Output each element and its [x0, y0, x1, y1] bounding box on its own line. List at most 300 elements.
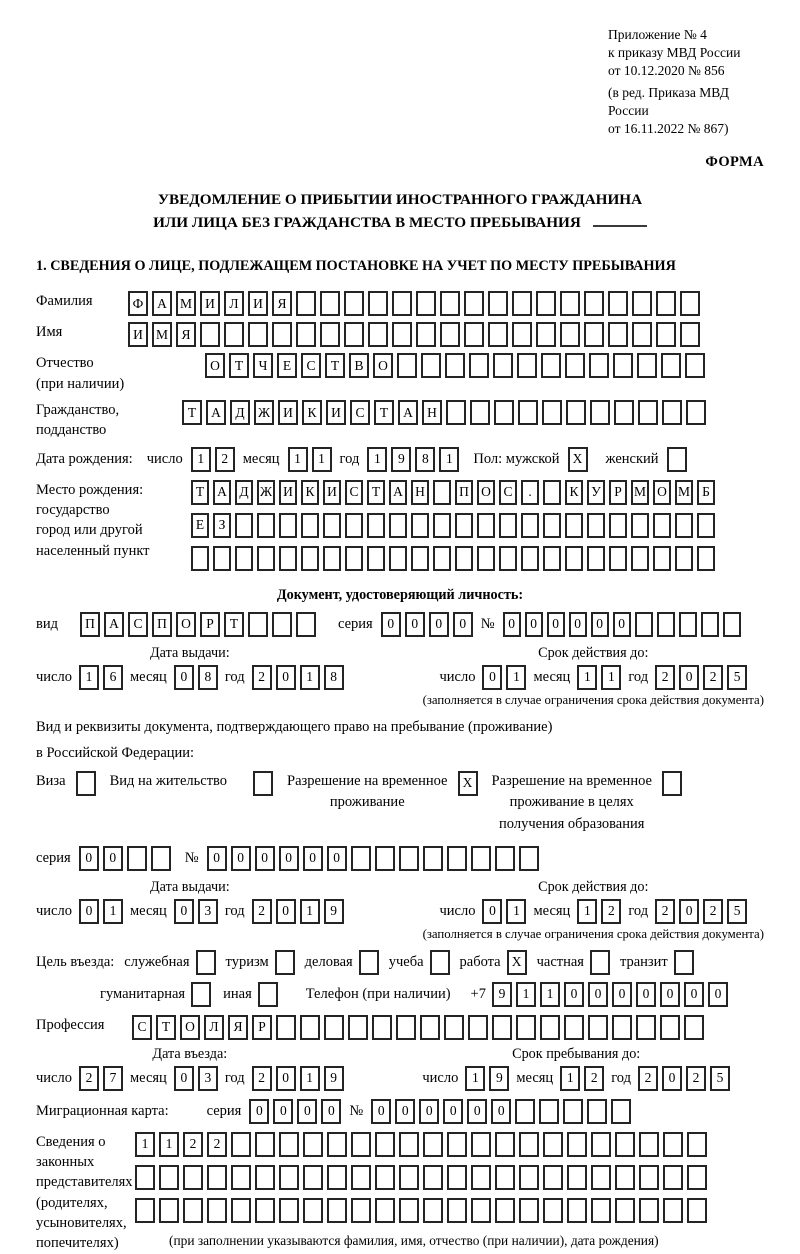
- cell[interactable]: [697, 546, 715, 571]
- cell[interactable]: К: [301, 480, 319, 505]
- cell[interactable]: [687, 1132, 707, 1157]
- cell[interactable]: И: [278, 400, 298, 425]
- cell[interactable]: [445, 353, 465, 378]
- cell[interactable]: [495, 1132, 515, 1157]
- cell[interactable]: 2: [252, 1066, 272, 1091]
- cell[interactable]: [416, 322, 436, 347]
- cell[interactable]: [159, 1198, 179, 1223]
- cell[interactable]: [589, 353, 609, 378]
- cell[interactable]: 2: [703, 899, 723, 924]
- cell[interactable]: [351, 846, 371, 871]
- doc-issue-day-cells[interactable]: [79, 665, 123, 690]
- doc-valid-month-cells[interactable]: [577, 665, 621, 690]
- cell[interactable]: 2: [79, 1066, 99, 1091]
- cell[interactable]: [375, 1198, 395, 1223]
- cell[interactable]: 0: [491, 1099, 511, 1124]
- cell[interactable]: [399, 1132, 419, 1157]
- cell[interactable]: [213, 546, 231, 571]
- cell[interactable]: 1: [135, 1132, 155, 1157]
- cell[interactable]: 0: [231, 846, 251, 871]
- cell[interactable]: [433, 513, 451, 538]
- cell[interactable]: 0: [174, 1066, 194, 1091]
- cell[interactable]: 0: [79, 846, 99, 871]
- stay-year-cells[interactable]: [638, 1066, 730, 1091]
- cell[interactable]: [615, 1132, 635, 1157]
- cell[interactable]: [477, 546, 495, 571]
- cell[interactable]: Я: [228, 1015, 248, 1040]
- cell[interactable]: Л: [204, 1015, 224, 1040]
- cell[interactable]: 0: [708, 982, 728, 1007]
- cell[interactable]: 0: [276, 899, 296, 924]
- cell[interactable]: [344, 322, 364, 347]
- cell[interactable]: [423, 1132, 443, 1157]
- cell[interactable]: [591, 1198, 611, 1223]
- cell[interactable]: [608, 322, 628, 347]
- cell[interactable]: 0: [405, 612, 425, 637]
- cell[interactable]: [470, 400, 490, 425]
- cell[interactable]: [639, 1132, 659, 1157]
- cell[interactable]: [257, 513, 275, 538]
- cell[interactable]: 2: [703, 665, 723, 690]
- cell[interactable]: 0: [207, 846, 227, 871]
- sex-female-checkbox[interactable]: [667, 447, 687, 472]
- residence-series-cells[interactable]: [79, 846, 171, 871]
- birthplace-row2-cells[interactable]: [191, 513, 715, 538]
- cell[interactable]: 0: [662, 1066, 682, 1091]
- cell[interactable]: С: [132, 1015, 152, 1040]
- cell[interactable]: [656, 291, 676, 316]
- cell[interactable]: [447, 1198, 467, 1223]
- cell[interactable]: [348, 1015, 368, 1040]
- cell[interactable]: Т: [191, 480, 209, 505]
- cell[interactable]: С: [499, 480, 517, 505]
- cell[interactable]: И: [200, 291, 220, 316]
- cell[interactable]: [512, 322, 532, 347]
- cell[interactable]: [200, 322, 220, 347]
- cell[interactable]: [517, 353, 537, 378]
- cell[interactable]: [255, 1132, 275, 1157]
- cell[interactable]: [591, 1165, 611, 1190]
- cell[interactable]: [536, 322, 556, 347]
- cell[interactable]: [367, 546, 385, 571]
- phone-cells[interactable]: [492, 982, 728, 1007]
- purpose-humanitarian-checkbox[interactable]: [191, 982, 211, 1007]
- cell[interactable]: 5: [710, 1066, 730, 1091]
- cell[interactable]: 3: [198, 899, 218, 924]
- representatives-row3-cells[interactable]: [135, 1198, 707, 1223]
- cell[interactable]: С: [128, 612, 148, 637]
- cell[interactable]: 0: [381, 612, 401, 637]
- cell[interactable]: [392, 291, 412, 316]
- birth-day-cells[interactable]: [191, 447, 235, 472]
- cell[interactable]: [611, 1099, 631, 1124]
- temp-residence-checkbox[interactable]: X: [458, 771, 478, 796]
- cell[interactable]: [540, 1015, 560, 1040]
- cell[interactable]: М: [675, 480, 693, 505]
- cell[interactable]: 2: [686, 1066, 706, 1091]
- cell[interactable]: [351, 1165, 371, 1190]
- cell[interactable]: [279, 1165, 299, 1190]
- cell[interactable]: С: [345, 480, 363, 505]
- migration-series-cells[interactable]: [249, 1099, 341, 1124]
- stay-month-cells[interactable]: [560, 1066, 604, 1091]
- cell[interactable]: [303, 1165, 323, 1190]
- cell[interactable]: [207, 1165, 227, 1190]
- cell[interactable]: А: [389, 480, 407, 505]
- birth-year-cells[interactable]: [367, 447, 459, 472]
- cell[interactable]: [631, 546, 649, 571]
- purpose-tourism-checkbox[interactable]: [275, 950, 295, 975]
- cell[interactable]: [440, 291, 460, 316]
- cell[interactable]: [539, 1099, 559, 1124]
- cell[interactable]: [375, 1132, 395, 1157]
- cell[interactable]: Ж: [257, 480, 275, 505]
- cell[interactable]: О: [373, 353, 393, 378]
- residence-permit-checkbox[interactable]: [253, 771, 273, 796]
- cell[interactable]: [344, 291, 364, 316]
- cell[interactable]: [615, 1165, 635, 1190]
- cell[interactable]: 0: [321, 1099, 341, 1124]
- cell[interactable]: [351, 1198, 371, 1223]
- cell[interactable]: [515, 1099, 535, 1124]
- cell[interactable]: [323, 546, 341, 571]
- cell[interactable]: [542, 400, 562, 425]
- cell[interactable]: 1: [367, 447, 387, 472]
- cell[interactable]: 1: [300, 899, 320, 924]
- cell[interactable]: [615, 1198, 635, 1223]
- cell[interactable]: [685, 353, 705, 378]
- cell[interactable]: [447, 1132, 467, 1157]
- cell[interactable]: [663, 1132, 683, 1157]
- cell[interactable]: [444, 1015, 464, 1040]
- cell[interactable]: [151, 846, 171, 871]
- cell[interactable]: [320, 322, 340, 347]
- cell[interactable]: А: [104, 612, 124, 637]
- profession-cells[interactable]: [132, 1015, 704, 1040]
- cell[interactable]: Ч: [253, 353, 273, 378]
- birthplace-row1-cells[interactable]: [191, 480, 715, 505]
- cell[interactable]: Т: [374, 400, 394, 425]
- cell[interactable]: [323, 513, 341, 538]
- cell[interactable]: И: [323, 480, 341, 505]
- cell[interactable]: [389, 546, 407, 571]
- cell[interactable]: 6: [103, 665, 123, 690]
- cell[interactable]: [657, 612, 675, 637]
- cell[interactable]: [464, 291, 484, 316]
- cell[interactable]: 2: [584, 1066, 604, 1091]
- cell[interactable]: О: [176, 612, 196, 637]
- cell[interactable]: 0: [636, 982, 656, 1007]
- purpose-study-checkbox[interactable]: [430, 950, 450, 975]
- cell[interactable]: [521, 546, 539, 571]
- cell[interactable]: [423, 1165, 443, 1190]
- cell[interactable]: Т: [325, 353, 345, 378]
- cell[interactable]: [471, 1198, 491, 1223]
- cell[interactable]: 0: [249, 1099, 269, 1124]
- doc-issue-month-cells[interactable]: [174, 665, 218, 690]
- cell[interactable]: М: [631, 480, 649, 505]
- cell[interactable]: П: [80, 612, 100, 637]
- cell[interactable]: [492, 1015, 512, 1040]
- cell[interactable]: [584, 322, 604, 347]
- purpose-private-checkbox[interactable]: [590, 950, 610, 975]
- cell[interactable]: [591, 1132, 611, 1157]
- cell[interactable]: [224, 322, 244, 347]
- cell[interactable]: Е: [277, 353, 297, 378]
- cell[interactable]: [396, 1015, 416, 1040]
- cell[interactable]: [127, 846, 147, 871]
- cell[interactable]: [560, 291, 580, 316]
- cell[interactable]: [375, 846, 395, 871]
- cell[interactable]: [231, 1165, 251, 1190]
- cell[interactable]: В: [349, 353, 369, 378]
- cell[interactable]: [639, 1165, 659, 1190]
- cell[interactable]: [397, 353, 417, 378]
- cell[interactable]: [135, 1165, 155, 1190]
- cell[interactable]: [661, 353, 681, 378]
- cell[interactable]: Б: [697, 480, 715, 505]
- cell[interactable]: [464, 322, 484, 347]
- cell[interactable]: 0: [371, 1099, 391, 1124]
- cell[interactable]: 0: [453, 612, 473, 637]
- cell[interactable]: [679, 612, 697, 637]
- cell[interactable]: [495, 846, 515, 871]
- cell[interactable]: [276, 1015, 296, 1040]
- cell[interactable]: 1: [601, 665, 621, 690]
- cell[interactable]: [399, 1198, 419, 1223]
- cell[interactable]: И: [128, 322, 148, 347]
- cell[interactable]: [477, 513, 495, 538]
- cell[interactable]: 9: [492, 982, 512, 1007]
- cell[interactable]: 0: [569, 612, 587, 637]
- cell[interactable]: [368, 291, 388, 316]
- cell[interactable]: 0: [429, 612, 449, 637]
- cell[interactable]: 1: [465, 1066, 485, 1091]
- cell[interactable]: 8: [198, 665, 218, 690]
- cell[interactable]: 0: [279, 846, 299, 871]
- cell[interactable]: 8: [415, 447, 435, 472]
- cell[interactable]: [235, 546, 253, 571]
- cell[interactable]: 2: [252, 665, 272, 690]
- cell[interactable]: [183, 1165, 203, 1190]
- cell[interactable]: 0: [303, 846, 323, 871]
- cell[interactable]: [411, 513, 429, 538]
- cell[interactable]: Т: [367, 480, 385, 505]
- residence-issue-year-cells[interactable]: [252, 899, 344, 924]
- cell[interactable]: [324, 1015, 344, 1040]
- cell[interactable]: С: [350, 400, 370, 425]
- cell[interactable]: 0: [564, 982, 584, 1007]
- cell[interactable]: [399, 1165, 419, 1190]
- cell[interactable]: 0: [588, 982, 608, 1007]
- cell[interactable]: 1: [191, 447, 211, 472]
- cell[interactable]: [272, 612, 292, 637]
- cell[interactable]: [701, 612, 719, 637]
- cell[interactable]: [609, 546, 627, 571]
- cell[interactable]: [494, 400, 514, 425]
- cell[interactable]: 1: [439, 447, 459, 472]
- cell[interactable]: 0: [103, 846, 123, 871]
- cell[interactable]: 0: [395, 1099, 415, 1124]
- cell[interactable]: 0: [255, 846, 275, 871]
- cell[interactable]: [639, 1198, 659, 1223]
- birth-month-cells[interactable]: [288, 447, 332, 472]
- cell[interactable]: [300, 1015, 320, 1040]
- cell[interactable]: [543, 513, 561, 538]
- cell[interactable]: [375, 1165, 395, 1190]
- cell[interactable]: [565, 513, 583, 538]
- cell[interactable]: 0: [503, 612, 521, 637]
- cell[interactable]: 2: [638, 1066, 658, 1091]
- cell[interactable]: [587, 1099, 607, 1124]
- cell[interactable]: [512, 291, 532, 316]
- cell[interactable]: [296, 322, 316, 347]
- cell[interactable]: Я: [272, 291, 292, 316]
- purpose-transit-checkbox[interactable]: [674, 950, 694, 975]
- cell[interactable]: Т: [182, 400, 202, 425]
- cell[interactable]: Р: [252, 1015, 272, 1040]
- cell[interactable]: 1: [506, 899, 526, 924]
- cell[interactable]: 1: [103, 899, 123, 924]
- cell[interactable]: О: [653, 480, 671, 505]
- cell[interactable]: [367, 513, 385, 538]
- cell[interactable]: [488, 291, 508, 316]
- cell[interactable]: [488, 322, 508, 347]
- cell[interactable]: Н: [411, 480, 429, 505]
- cell[interactable]: [663, 1198, 683, 1223]
- cell[interactable]: 2: [183, 1132, 203, 1157]
- cell[interactable]: 3: [198, 1066, 218, 1091]
- entry-year-cells[interactable]: [252, 1066, 344, 1091]
- cell[interactable]: [433, 480, 451, 505]
- purpose-official-checkbox[interactable]: [196, 950, 216, 975]
- cell[interactable]: К: [565, 480, 583, 505]
- cell[interactable]: [279, 1132, 299, 1157]
- residence-issue-day-cells[interactable]: [79, 899, 123, 924]
- cell[interactable]: У: [587, 480, 605, 505]
- cell[interactable]: [567, 1198, 587, 1223]
- cell[interactable]: 0: [174, 665, 194, 690]
- cell[interactable]: [301, 513, 319, 538]
- entry-day-cells[interactable]: [79, 1066, 123, 1091]
- cell[interactable]: [345, 513, 363, 538]
- cell[interactable]: [521, 513, 539, 538]
- cell[interactable]: [543, 480, 561, 505]
- cell[interactable]: 0: [276, 1066, 296, 1091]
- purpose-other-checkbox[interactable]: [258, 982, 278, 1007]
- cell[interactable]: О: [477, 480, 495, 505]
- cell[interactable]: [303, 1132, 323, 1157]
- entry-month-cells[interactable]: [174, 1066, 218, 1091]
- cell[interactable]: [279, 513, 297, 538]
- cell[interactable]: [518, 400, 538, 425]
- cell[interactable]: [471, 846, 491, 871]
- cell[interactable]: 0: [276, 665, 296, 690]
- cell[interactable]: [411, 546, 429, 571]
- cell[interactable]: 1: [312, 447, 332, 472]
- cell[interactable]: [680, 322, 700, 347]
- cell[interactable]: [584, 291, 604, 316]
- cell[interactable]: [608, 291, 628, 316]
- cell[interactable]: [368, 322, 388, 347]
- cell[interactable]: Е: [191, 513, 209, 538]
- cell[interactable]: [687, 1165, 707, 1190]
- cell[interactable]: [662, 400, 682, 425]
- cell[interactable]: 0: [443, 1099, 463, 1124]
- cell[interactable]: 0: [467, 1099, 487, 1124]
- cell[interactable]: [423, 846, 443, 871]
- cell[interactable]: [345, 546, 363, 571]
- cell[interactable]: [301, 546, 319, 571]
- cell[interactable]: 1: [560, 1066, 580, 1091]
- cell[interactable]: [420, 1015, 440, 1040]
- cell[interactable]: Т: [156, 1015, 176, 1040]
- cell[interactable]: [279, 1198, 299, 1223]
- cell[interactable]: [675, 546, 693, 571]
- cell[interactable]: Д: [235, 480, 253, 505]
- sex-male-checkbox[interactable]: X: [568, 447, 588, 472]
- cell[interactable]: 0: [547, 612, 565, 637]
- cell[interactable]: 1: [506, 665, 526, 690]
- doc-valid-day-cells[interactable]: [482, 665, 526, 690]
- cell[interactable]: 2: [215, 447, 235, 472]
- cell[interactable]: [469, 353, 489, 378]
- cell[interactable]: 9: [324, 899, 344, 924]
- cell[interactable]: А: [213, 480, 231, 505]
- cell[interactable]: [423, 1198, 443, 1223]
- cell[interactable]: 2: [252, 899, 272, 924]
- cell[interactable]: [653, 513, 671, 538]
- cell[interactable]: 1: [577, 665, 597, 690]
- cell[interactable]: [516, 1015, 536, 1040]
- representatives-row2-cells[interactable]: [135, 1165, 707, 1190]
- residence-valid-year-cells[interactable]: [655, 899, 747, 924]
- cell[interactable]: А: [206, 400, 226, 425]
- temp-residence-edu-checkbox[interactable]: [662, 771, 682, 796]
- residence-valid-month-cells[interactable]: [577, 899, 621, 924]
- cell[interactable]: [563, 1099, 583, 1124]
- cell[interactable]: [565, 546, 583, 571]
- cell[interactable]: .: [521, 480, 539, 505]
- cell[interactable]: [303, 1198, 323, 1223]
- cell[interactable]: [255, 1165, 275, 1190]
- cell[interactable]: 0: [612, 982, 632, 1007]
- cell[interactable]: [632, 291, 652, 316]
- cell[interactable]: [495, 1165, 515, 1190]
- cell[interactable]: 9: [324, 1066, 344, 1091]
- representatives-row1-cells[interactable]: [135, 1132, 707, 1157]
- cell[interactable]: 1: [577, 899, 597, 924]
- cell[interactable]: 9: [391, 447, 411, 472]
- cell[interactable]: [416, 291, 436, 316]
- cell[interactable]: [687, 1198, 707, 1223]
- cell[interactable]: [446, 400, 466, 425]
- cell[interactable]: И: [326, 400, 346, 425]
- patronymic-cells[interactable]: [205, 353, 705, 378]
- cell[interactable]: [560, 322, 580, 347]
- cell[interactable]: [663, 1165, 683, 1190]
- cell[interactable]: [566, 400, 586, 425]
- cell[interactable]: [493, 353, 513, 378]
- cell[interactable]: [684, 1015, 704, 1040]
- purpose-work-checkbox[interactable]: X: [507, 950, 527, 975]
- cell[interactable]: [471, 1165, 491, 1190]
- cell[interactable]: 8: [324, 665, 344, 690]
- cell[interactable]: 0: [273, 1099, 293, 1124]
- cell[interactable]: [697, 513, 715, 538]
- cell[interactable]: [653, 546, 671, 571]
- cell[interactable]: [159, 1165, 179, 1190]
